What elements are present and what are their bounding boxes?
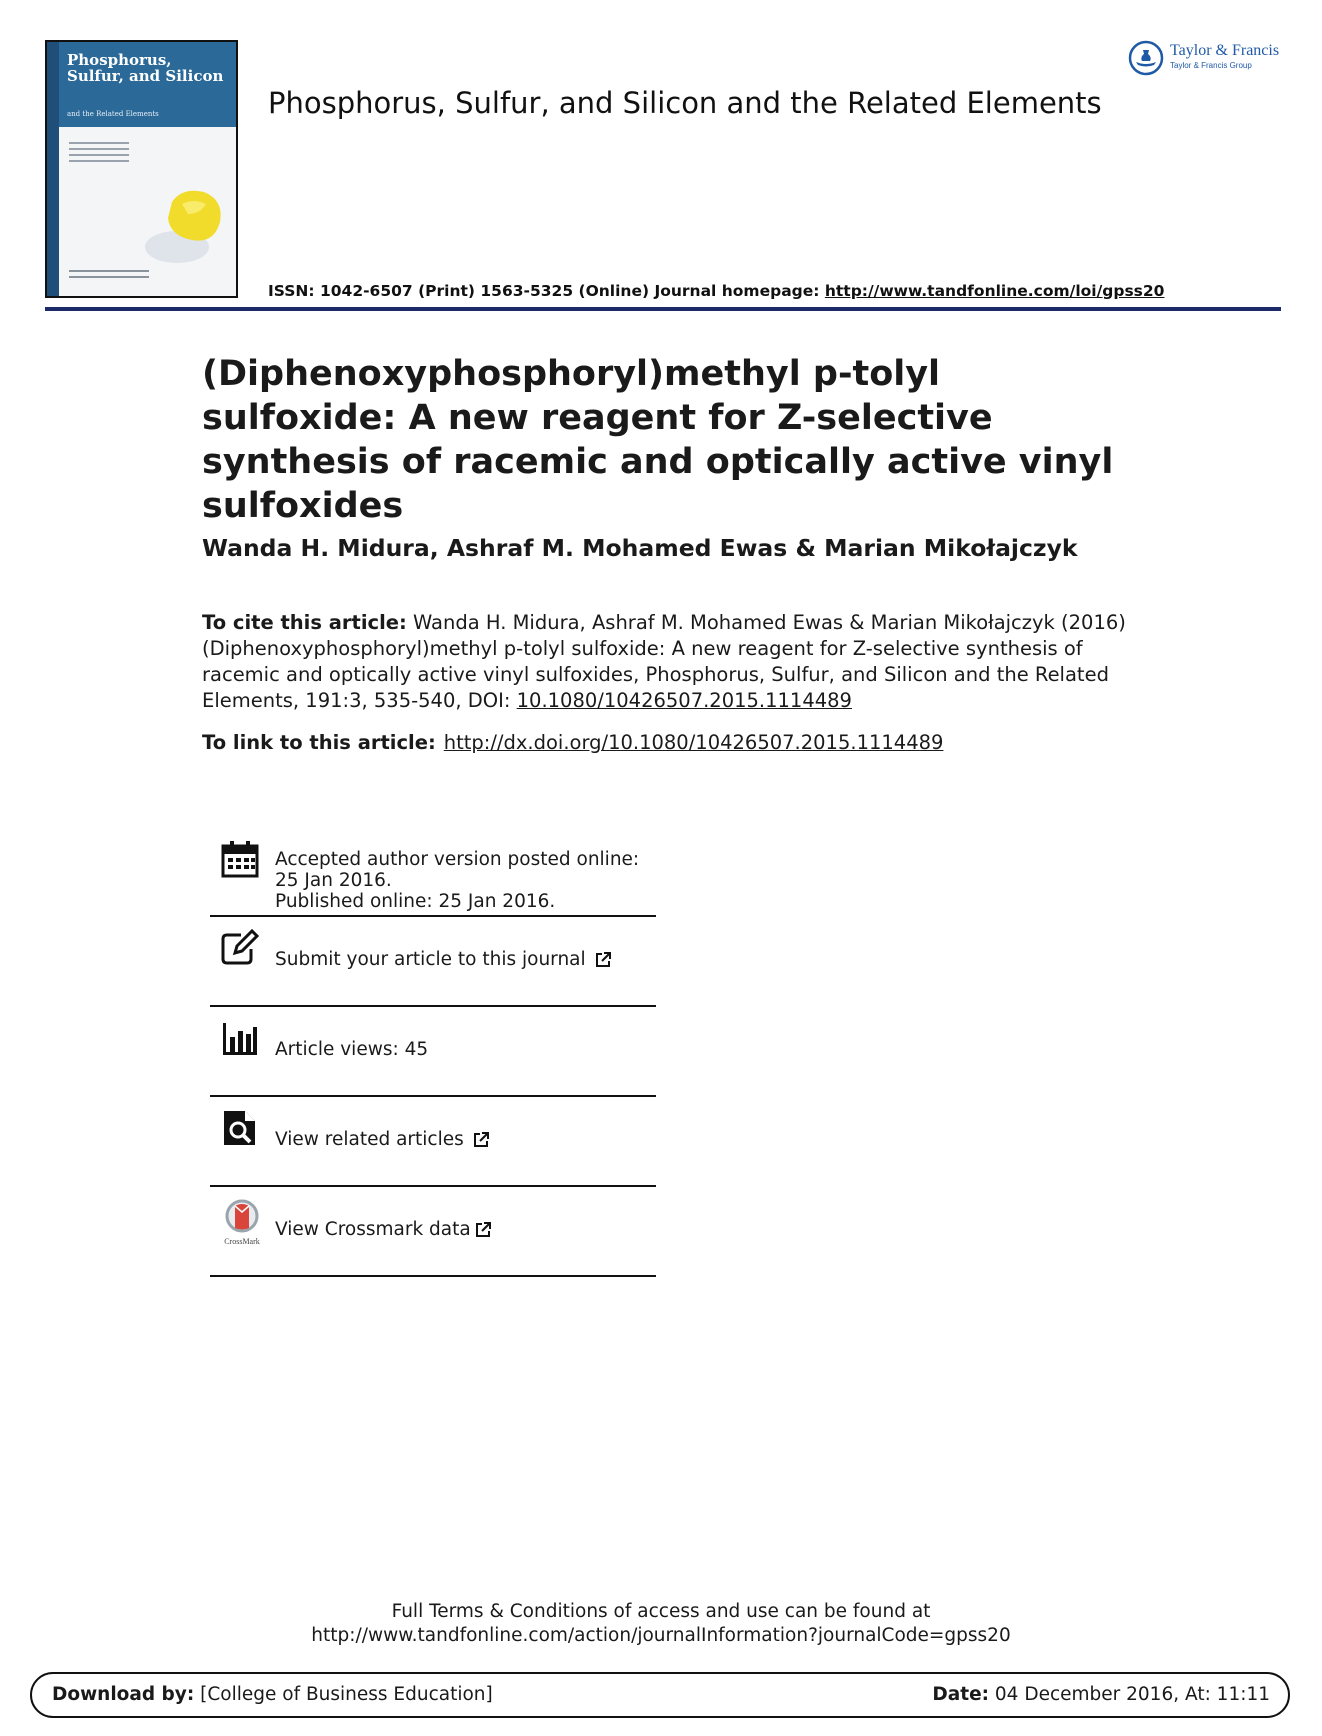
journal-homepage-link[interactable]: http://www.tandfonline.com/loi/gpss20 — [824, 282, 1165, 300]
article-views-row — [210, 1007, 656, 1097]
download-info-bar — [30, 1672, 1290, 1718]
accepted-date: Accepted author version posted online: 25 Jan 2016. — [275, 849, 640, 891]
related-articles-row[interactable] — [210, 1097, 656, 1187]
bar-chart-icon — [221, 1021, 259, 1059]
journal-title: Phosphorus, Sulfur, and Silicon and the Related Elements — [268, 86, 1102, 120]
external-link-icon — [472, 1131, 490, 1149]
crossmark-logo-text: CrossMark — [224, 1237, 260, 1246]
crossmark-row[interactable] — [210, 1187, 656, 1277]
issn-line — [268, 282, 1164, 300]
download-by — [52, 1684, 493, 1705]
article-title: (Diphenoxyphosphoryl)methyl p-tolyl sulfoxide: A new reagent for Z-selective synthesis of racemic and optically active vinyl sulfoxides — [202, 354, 1114, 526]
header-rule — [45, 307, 1281, 311]
cover-title: Phosphorus, Sulfur, and Silicon — [67, 51, 224, 85]
publication-dates-text — [275, 849, 655, 912]
citation-doi-link[interactable]: 10.1080/10426507.2015.1114489 — [516, 689, 852, 712]
submit-article-row[interactable] — [210, 917, 656, 1007]
calendar-icon — [221, 840, 259, 878]
article-link-label: To link to this article: — [202, 731, 436, 754]
terms-notice — [0, 1600, 1322, 1648]
terms-url[interactable]: http://www.tandfonline.com/action/journalInformation?journalCode=gpss20 — [311, 1625, 1011, 1646]
citation-text: Wanda H. Midura, Ashraf M. Mohamed Ewas & Marian Mikołajczyk (2016) (Diphenoxyphosphoryl)methyl p-tolyl sulfoxide: A new reagent for Z-selective synthesis of racemic and optically active vinyl sulfoxides, Phosphorus, Sulfur, and Silicon and the Related Elements, 191:3, 535-540, DOI: — [202, 611, 1126, 712]
cover-subtitle: and the Related Elements — [67, 110, 159, 118]
article-doi-link[interactable]: http://dx.doi.org/10.1080/10426507.2015.1114489 — [443, 731, 944, 754]
crossmark-text: View Crossmark data — [275, 1219, 471, 1240]
cover-footer-lines — [69, 270, 149, 282]
crossmark-badge-icon — [221, 1199, 263, 1233]
published-date: Published online: 25 Jan 2016. — [275, 891, 556, 912]
sulfur-crystal-image — [142, 152, 232, 272]
submit-article-label[interactable] — [275, 949, 612, 970]
cover-text-lines — [69, 142, 129, 166]
taylor-francis-logo — [1128, 40, 1288, 76]
download-by-value: [College of Business Education] — [194, 1684, 493, 1705]
download-by-label: Download by: — [52, 1684, 195, 1705]
edit-icon — [221, 929, 259, 967]
external-link-icon — [474, 1221, 492, 1239]
terms-line-1: Full Terms & Conditions of access and use can be found at — [391, 1601, 931, 1622]
issn-text: ISSN: 1042-6507 (Print) 1563-5325 (Online) Journal homepage: — [268, 282, 825, 300]
article-link-line — [202, 731, 943, 754]
cover-spine — [47, 42, 59, 296]
download-date — [932, 1684, 1270, 1705]
journal-cover-image — [45, 40, 238, 298]
related-articles-text: View related articles — [275, 1129, 464, 1150]
citation-block — [202, 610, 1142, 714]
document-search-icon — [221, 1109, 259, 1147]
crossmark-label[interactable] — [275, 1219, 492, 1240]
article-views: Article views: 45 — [275, 1039, 429, 1060]
article-authors: Wanda H. Midura, Ashraf M. Mohamed Ewas & Marian Mikołajczyk — [202, 534, 1078, 562]
download-date-value: 04 December 2016, At: 11:11 — [989, 1684, 1270, 1705]
publisher-group: Taylor & Francis Group — [1170, 61, 1252, 70]
crossmark-icon — [221, 1199, 263, 1246]
taylor-francis-emblem-icon — [1128, 40, 1164, 76]
related-articles-label[interactable] — [275, 1129, 490, 1150]
external-link-icon — [594, 951, 612, 969]
download-date-label: Date: — [932, 1684, 990, 1705]
submit-article-text: Submit your article to this journal — [275, 949, 586, 970]
citation-label: To cite this article: — [202, 611, 407, 634]
publication-dates-row — [210, 835, 656, 917]
publisher-name: Taylor & Francis — [1170, 42, 1280, 59]
